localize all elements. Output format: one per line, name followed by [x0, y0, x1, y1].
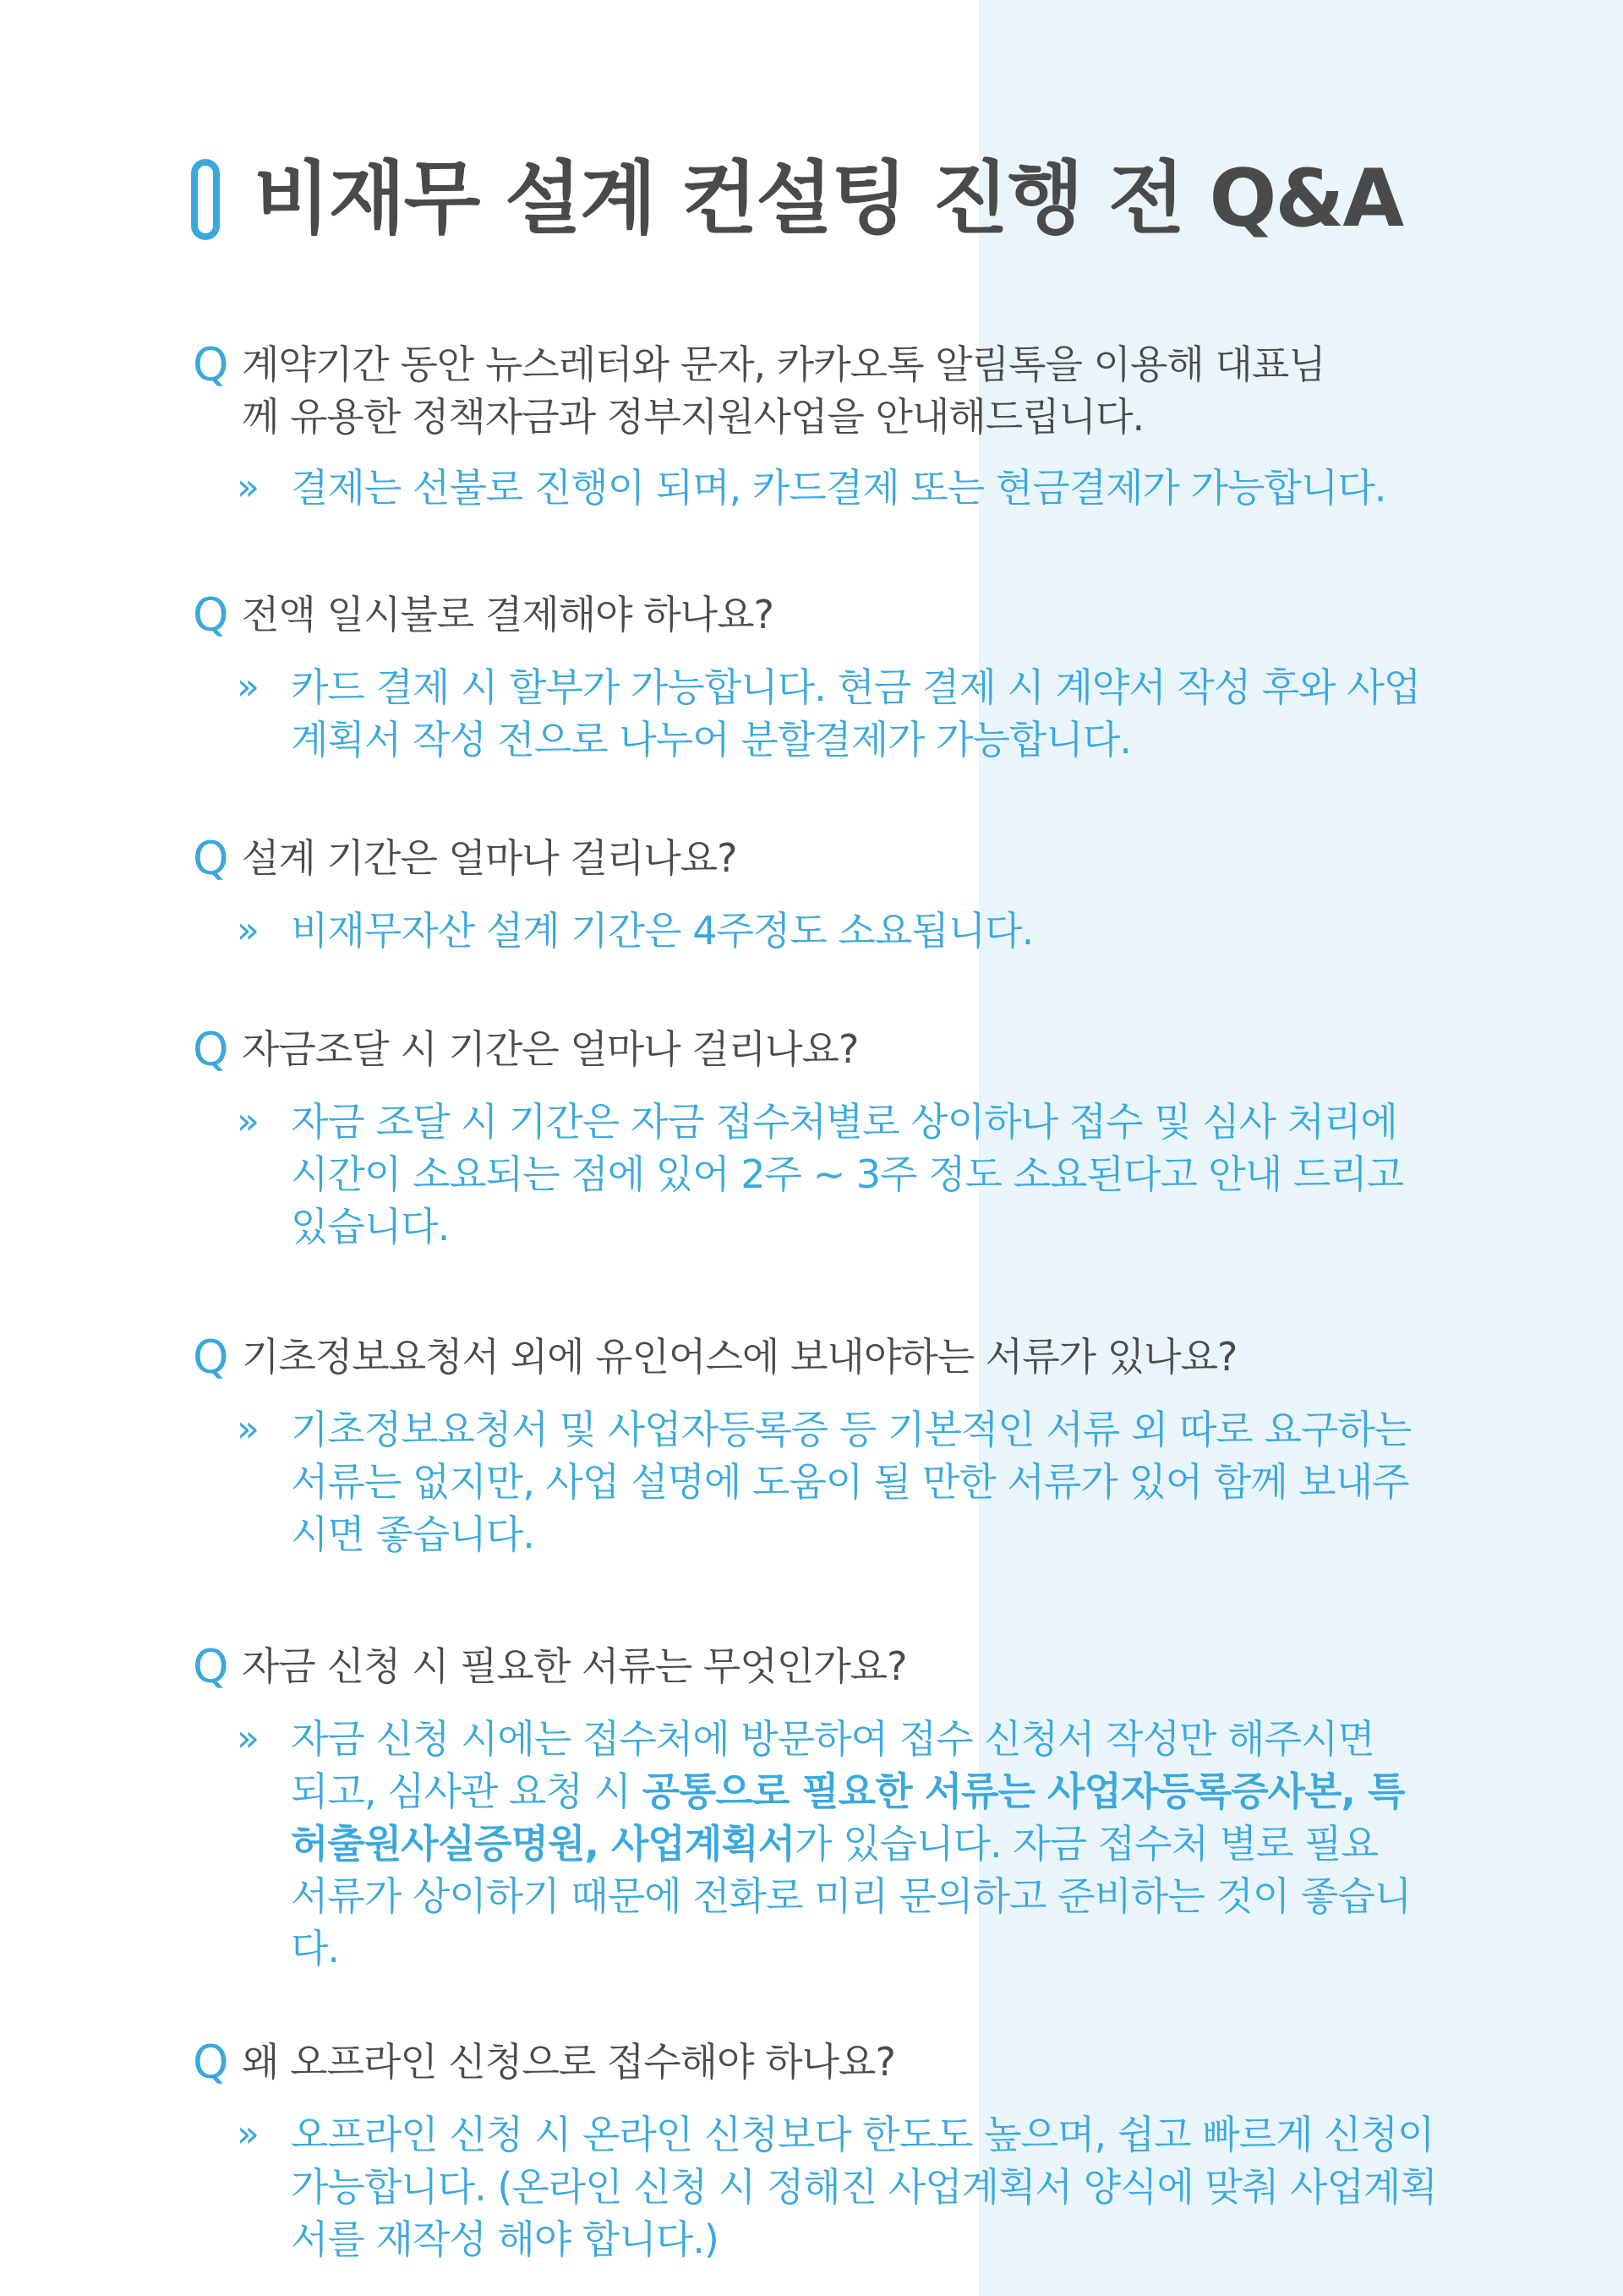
- answer-text: [291, 905, 1542, 957]
- page-title-row: [191, 153, 1403, 245]
- question-row: [193, 1023, 1545, 1077]
- answer-text: [291, 1403, 1542, 1561]
- qa-item-6: [193, 1640, 1545, 1975]
- answer-emphasis: 허출원사실증명원, 사업계획서: [291, 1821, 795, 1867]
- answer-line: 카드 결제 시 할부가 가능합니다. 현금 결제 시 계약서 작성 후와 사업: [291, 664, 1421, 710]
- answer-text: [291, 1096, 1542, 1253]
- question-row: [193, 1640, 1545, 1694]
- answer-line: 비재무자산 설계 기간은 4주정도 소요됩니다.: [291, 908, 1034, 954]
- answer-line: 계획서 작성 전으로 나누어 분할결제가 가능합니다.: [291, 717, 1131, 763]
- question-marker: Q: [193, 2036, 229, 2089]
- answer-text: [291, 462, 1542, 514]
- question-line: 왜 오프라인 신청으로 접수해야 하나요?: [242, 2039, 895, 2085]
- answer-line: 서류가 상이하기 때문에 전화로 미리 문의하고 준비하는 것이 좋습니: [291, 1873, 1412, 1919]
- answer-line: 결제는 선불로 진행이 되며, 카드결제 또는 현금결제가 가능합니다.: [291, 465, 1386, 511]
- answer-row: [237, 1096, 1545, 1253]
- question-text: [242, 338, 1325, 443]
- answer-marker: »: [237, 1100, 260, 1143]
- answer-row: [237, 905, 1545, 957]
- answer-line: 있습니다.: [291, 1204, 450, 1249]
- answer-text: [291, 2108, 1542, 2266]
- answer-line: 자금 조달 시 기간은 자금 접수처별로 상이하나 접수 및 심사 처리에: [291, 1099, 1397, 1145]
- answer-marker: »: [237, 665, 260, 708]
- question-marker: Q: [193, 338, 229, 391]
- question-text: [242, 832, 737, 884]
- question-text: [242, 588, 773, 641]
- question-text: [242, 1023, 858, 1075]
- answer-marker: »: [237, 2113, 260, 2156]
- answer-marker: »: [237, 466, 260, 509]
- qa-item-1: [193, 338, 1545, 514]
- answer-emphasis: 공통으로 필요한 서류는 사업자등록증사본, 특: [642, 1768, 1405, 1814]
- answer-row: [237, 1403, 1545, 1561]
- qa-item-7: [193, 2036, 1545, 2266]
- answer-marker: »: [237, 1408, 260, 1451]
- question-text: [242, 1640, 907, 1692]
- question-marker: Q: [193, 1023, 229, 1076]
- answer-row: [237, 661, 1545, 766]
- question-line: 기초정보요청서 외에 유인어스에 보내야하는 서류가 있나요?: [242, 1334, 1238, 1380]
- question-row: [193, 2036, 1545, 2090]
- qa-item-5: [193, 1331, 1545, 1561]
- answer-line: 다.: [291, 1926, 340, 1971]
- question-row: [193, 832, 1545, 886]
- answer-line: [291, 1818, 1542, 1870]
- qa-item-2: [193, 588, 1545, 766]
- qa-item-4: [193, 1023, 1545, 1253]
- question-text: [242, 1331, 1237, 1383]
- answer-marker: »: [237, 909, 260, 952]
- question-marker: Q: [193, 1331, 229, 1384]
- question-line: 전액 일시불로 결제해야 하나요?: [242, 592, 773, 637]
- question-marker: Q: [193, 588, 229, 642]
- answer-line: 서류는 없지만, 사업 설명에 도움이 될 만한 서류가 있어 함께 보내주: [291, 1459, 1409, 1505]
- answer-line: 오프라인 신청 시 온라인 신청보다 한도도 높으며, 쉽고 빠르게 신청이: [291, 2112, 1434, 2157]
- answer-text-segment: 되고, 심사관 요청 시: [291, 1768, 642, 1814]
- answer-text: [291, 1713, 1542, 1975]
- answer-line: 가능합니다. (온라인 신청 시 정해진 사업계획서 양식에 맞춰 사업계획: [291, 2164, 1437, 2210]
- answer-line: 자금 신청 시에는 접수처에 방문하여 접수 신청서 작성만 해주시면: [291, 1716, 1374, 1762]
- answer-line: 시간이 소요되는 점에 있어 2주 ~ 3주 정도 소요된다고 안내 드리고: [291, 1151, 1404, 1197]
- answer-marker: »: [237, 1717, 260, 1760]
- question-line: 설계 기간은 얼마나 걸리나요?: [242, 835, 737, 881]
- answer-row: [237, 462, 1545, 514]
- question-line: 자금 신청 시 필요한 서류는 무엇인가요?: [242, 1643, 907, 1689]
- answer-line: 기초정보요청서 및 사업자등록증 등 기본적인 서류 외 따로 요구하는: [291, 1407, 1412, 1452]
- title-pill-icon: [191, 159, 220, 240]
- question-row: [193, 338, 1545, 443]
- answer-row: [237, 1713, 1545, 1975]
- answer-line: 시면 좋습니다.: [291, 1512, 534, 1557]
- question-line: 자금조달 시 기간은 얼마나 걸리나요?: [242, 1026, 859, 1072]
- question-row: [193, 1331, 1545, 1385]
- page-title: 비재무 설계 컨설팅 진행 전 Q&A: [254, 153, 1403, 245]
- answer-text: [291, 661, 1542, 766]
- answer-line: 서를 재작성 해야 합니다.): [291, 2217, 719, 2262]
- answer-row: [237, 2108, 1545, 2266]
- question-text: [242, 2036, 895, 2088]
- question-line: 께 유용한 정책자금과 정부지원사업을 안내해드립니다.: [242, 394, 1145, 440]
- answer-line: [291, 1765, 1542, 1818]
- question-row: [193, 588, 1545, 642]
- qa-item-3: [193, 832, 1545, 957]
- answer-text-segment: 가 있습니다. 자금 접수처 별로 필요: [795, 1821, 1379, 1867]
- question-line: 계약기간 동안 뉴스레터와 문자, 카카오톡 알림톡을 이용해 대표님: [242, 342, 1325, 387]
- question-marker: Q: [193, 832, 229, 885]
- question-marker: Q: [193, 1640, 229, 1693]
